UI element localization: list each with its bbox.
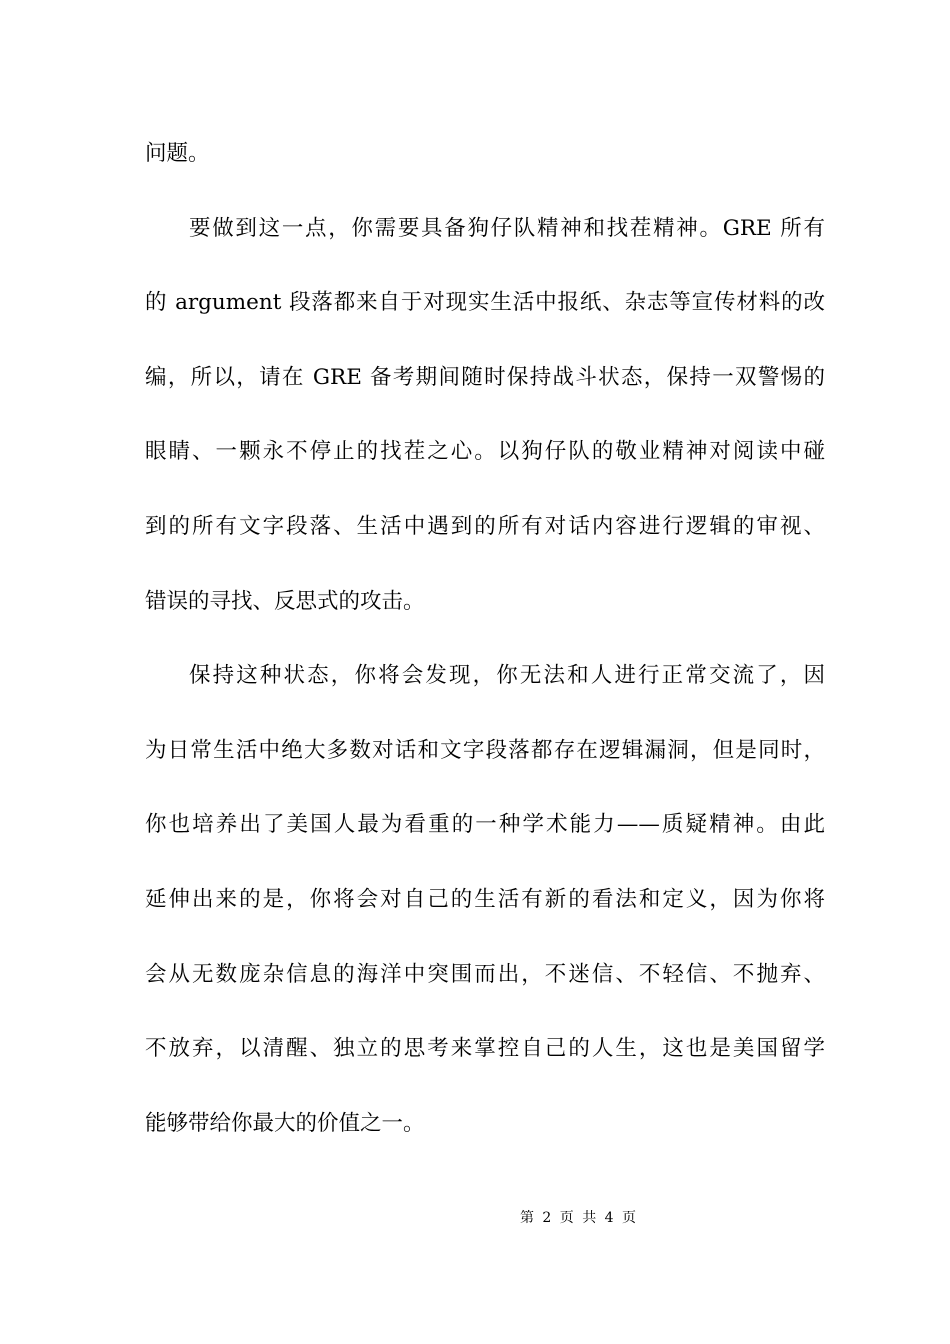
text-line: 的 argument 段落都来自于对现实生活中报纸、杂志等宣传材料的改 xyxy=(145,290,825,316)
page-number-footer: 第 2 页 共 4 页 xyxy=(519,1210,639,1226)
text-line: 到的所有文字段落、生活中遇到的所有对话内容进行逻辑的审视、 xyxy=(145,513,825,539)
text-line: 错误的寻找、反思式的攻击。 xyxy=(145,588,425,614)
body-text xyxy=(145,128,825,1172)
text-line: 眼睛、一颗永不停止的找茬之心。以狗仔队的敬业精神对阅读中碰 xyxy=(145,439,825,465)
text-line: 要做到这一点，你需要具备狗仔队精神和找茬精神。GRE 所有 xyxy=(189,215,825,241)
text-line: 你也培养出了美国人最为看重的一种学术能力——质疑精神。由此 xyxy=(145,812,825,838)
text-line: 不放弃，以清醒、独立的思考来掌控自己的人生，这也是美国留学 xyxy=(145,1036,825,1062)
text-line: 保持这种状态，你将会发现，你无法和人进行正常交流了，因 xyxy=(189,663,825,689)
text-line: 为日常生活中绝大多数对话和文字段落都存在逻辑漏洞，但是同时， xyxy=(145,737,825,763)
text-line: 编，所以，请在 GRE 备考期间随时保持战斗状态，保持一双警惕的 xyxy=(145,364,825,390)
text-line: 延伸出来的是，你将会对自己的生活有新的看法和定义，因为你将 xyxy=(145,886,825,912)
text-line: 会从无数庞杂信息的海洋中突围而出，不迷信、不轻信、不抛弃、 xyxy=(145,961,825,987)
text-line: 能够带给你最大的价值之一。 xyxy=(145,1110,425,1136)
text-line: 问题。 xyxy=(145,141,210,166)
